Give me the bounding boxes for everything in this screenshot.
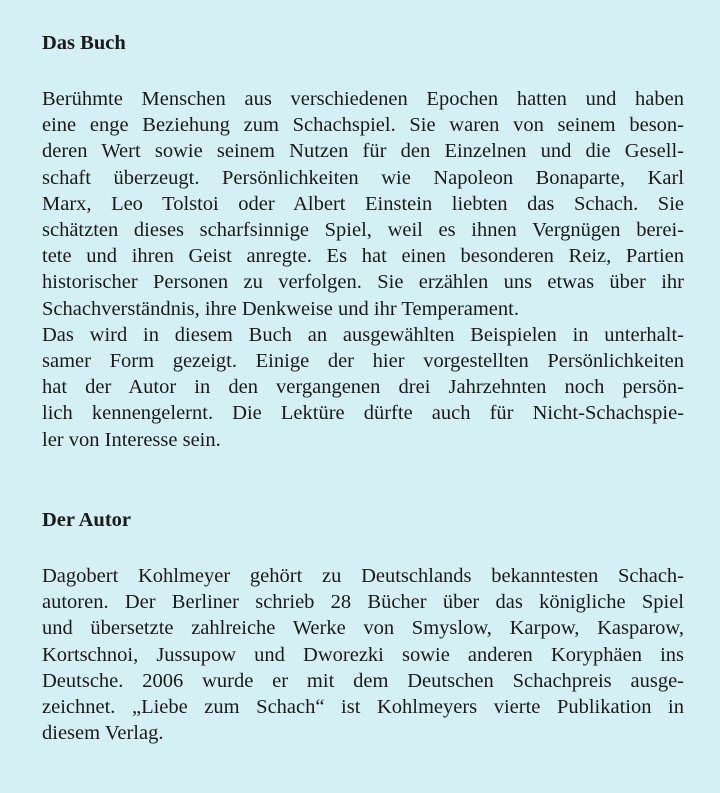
- text-line: zeichnet. „Liebe zum Schach“ ist Kohlmeyers vierte Publikation in: [42, 696, 684, 719]
- section-heading-der-autor: Der Autor: [42, 509, 132, 531]
- text-line: autoren. Der Berliner schrieb 28 Bücher über das königliche Spiel: [42, 591, 684, 614]
- text-line: Schachverständnis, ihre Denkweise und ihr Temperament.: [42, 297, 519, 320]
- text-line: Deutsche. 2006 wurde er mit dem Deutschen Schachpreis ausge-: [42, 669, 684, 692]
- text-line: lich kennengelernt. Die Lektüre dürfte auch für Nicht-Schachspie-: [42, 402, 684, 425]
- paragraph-der-autor: [42, 563, 684, 746]
- text-line: und übersetzte zahlreiche Werke von Smyslow, Karpow, Kasparow,: [42, 617, 684, 640]
- text-line: schaft überzeugt. Persönlichkeiten wie Napoleon Bonaparte, Karl: [42, 166, 684, 189]
- text-line: Marx, Leo Tolstoi oder Albert Einstein liebten das Schach. Sie: [42, 192, 684, 215]
- text-line: samer Form gezeigt. Einige der hier vorgestellten Persönlichkeiten: [42, 350, 684, 373]
- text-line: Das wird in diesem Buch an ausgewählten Beispielen in unterhalt-: [42, 323, 684, 346]
- text-line: ler von Interesse sein.: [42, 428, 221, 451]
- text-line: deren Wert sowie seinem Nutzen für den Einzelnen und die Gesell-: [42, 140, 684, 163]
- text-line: eine enge Beziehung zum Schachspiel. Sie waren von seinem beson-: [42, 114, 684, 137]
- text-line: diesem Verlag.: [42, 722, 164, 745]
- text-line: hat der Autor in den vergangenen drei Jahrzehnten noch persön-: [42, 376, 684, 399]
- text-line: schätzten dieses scharfsinnige Spiel, weil es ihnen Vergnügen berei-: [42, 219, 684, 242]
- text-line: Kortschnoi, Jussupow und Dworezki sowie anderen Koryphäen ins: [42, 643, 684, 666]
- paragraph-das-buch: [42, 86, 684, 453]
- section-heading-das-buch: Das Buch: [42, 32, 126, 54]
- text-line: Dagobert Kohlmeyer gehört zu Deutschlands bekanntesten Schach-: [42, 565, 684, 587]
- text-line: Berühmte Menschen aus verschiedenen Epochen hatten und haben: [42, 88, 684, 110]
- text-line: historischer Personen zu verfolgen. Sie erzählen uns etwas über ihr: [42, 271, 684, 294]
- text-line: tete und ihren Geist anregte. Es hat einen besonderen Reiz, Partien: [42, 245, 684, 268]
